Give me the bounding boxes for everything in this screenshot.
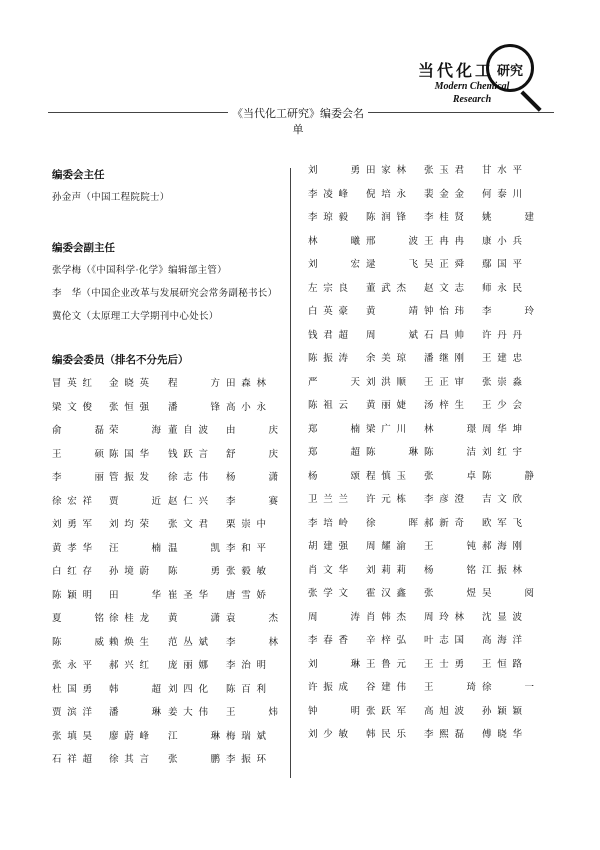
- committee-member-name: 鄢国平: [482, 259, 522, 270]
- committee-member-name: 郝海刚: [482, 541, 522, 552]
- committee-member-name: 林 璟: [424, 423, 476, 435]
- committee-member-name: 李 玲: [482, 306, 534, 317]
- committee-member-name: 张崇淼: [482, 376, 522, 388]
- committee-member-name: 黄 靖: [366, 306, 418, 317]
- committee-member-name: 杨 铭: [424, 564, 476, 576]
- committee-member-name: 王 钝: [424, 541, 476, 552]
- committee-member-name: 张 鹏: [168, 754, 220, 765]
- committee-member-name: 郝兴红: [109, 660, 149, 671]
- committee-member-name: 高旭波: [424, 705, 464, 717]
- committee-member-name: 叶志国: [424, 635, 464, 646]
- committee-member-name: 王 炜: [226, 707, 278, 718]
- committee-member-name: 田 华: [109, 589, 161, 601]
- committee-member-name: 贾 近: [109, 495, 161, 507]
- committee-member-name: 徐志伟: [168, 472, 208, 483]
- committee-member-name: 白英豪: [308, 306, 348, 317]
- committee-member-name: 田家林: [366, 165, 406, 176]
- committee-member-name: 张 卓: [424, 470, 476, 482]
- committee-member-name: 江振林: [482, 564, 522, 576]
- committee-member-name: 陈 洁: [424, 447, 476, 458]
- committee-member-name: 霍汉鑫: [366, 588, 406, 599]
- committee-member-name: 崔圣华: [168, 589, 208, 601]
- committee-member-name: 杨 潇: [226, 472, 278, 483]
- committee-member-name: 梁广川: [366, 423, 406, 435]
- committee-member-name: 王 硕: [52, 448, 104, 460]
- committee-member-name: 吴 阅: [482, 588, 534, 599]
- committee-member-name: 李治明: [226, 660, 266, 671]
- committee-member-name: 欧军飞: [482, 517, 522, 529]
- committee-member-name: 左宗良: [308, 282, 348, 294]
- committee-member-name: 黄 潇: [168, 613, 220, 624]
- committee-member-name: 王冉冉: [424, 235, 464, 247]
- committee-member-name: 杨 颂: [308, 470, 360, 482]
- heading-rule-right: [368, 112, 554, 113]
- committee-member-name: 许丹丹: [482, 329, 522, 341]
- committee-member-name: 辛梓弘: [366, 635, 406, 646]
- committee-member-name: 陈润锋: [366, 212, 406, 223]
- committee-member-name: 钟 明: [308, 705, 360, 717]
- committee-member-name: 徐 晖: [366, 517, 418, 529]
- committee-member-name: 夏 铭: [52, 613, 104, 624]
- committee-member-name: 孙境蔚: [109, 566, 149, 577]
- committee-title: 编委会委员（排名不分先后）: [52, 354, 189, 366]
- committee-member-name: 周华坤: [482, 423, 522, 435]
- director-member: 孙金声（中国工程院院士）: [52, 192, 170, 203]
- committee-member-name: 康小兵: [482, 235, 522, 247]
- committee-member-name: 刘均荣: [109, 519, 149, 530]
- committee-member-name: 陈颖明: [52, 589, 92, 601]
- committee-member-name: 李春香: [308, 635, 348, 646]
- committee-member-name: 孙颖颖: [482, 705, 522, 717]
- committee-member-name: 陈祖云: [308, 400, 348, 411]
- committee-member-name: 邢 波: [366, 235, 418, 247]
- committee-member-name: 栗崇中: [226, 519, 266, 530]
- committee-member-name: 汤梓生: [424, 400, 464, 411]
- committee-member-name: 卫兰兰: [308, 494, 348, 505]
- committee-member-name: 刘 琳: [308, 658, 360, 670]
- committee-member-name: 李 丽: [52, 472, 104, 483]
- committee-member-name: 温 凯: [168, 542, 220, 554]
- logo-circle-text: 研究: [496, 64, 523, 79]
- committee-member-name: 贾滨洋: [52, 707, 92, 718]
- committee-member-name: 李和平: [226, 542, 266, 554]
- committee-member-name: 陈 勇: [168, 566, 220, 577]
- committee-member-name: 由 庆: [226, 425, 278, 436]
- vice-director-title: 编委会副主任: [52, 242, 115, 254]
- committee-member-name: 郝新奇: [424, 517, 464, 529]
- committee-member-name: 舒 庆: [226, 448, 278, 460]
- committee-member-name: 潘 锋: [168, 401, 220, 413]
- committee-member-name: 王少会: [482, 400, 522, 411]
- committee-member-name: 何泰川: [482, 188, 522, 200]
- committee-member-name: 范丛斌: [168, 636, 208, 648]
- committee-member-name: 徐其言: [109, 754, 149, 765]
- committee-member-name: 张玉君: [424, 165, 464, 176]
- committee-member-name: 张文君: [168, 519, 208, 530]
- committee-member-name: 潘 琳: [109, 707, 161, 718]
- committee-member-name: 肖韩杰: [366, 611, 406, 623]
- committee-member-name: 王士勇: [424, 658, 464, 670]
- committee-member-name: 吉文欣: [482, 494, 522, 505]
- committee-member-name: 张 煜: [424, 588, 476, 599]
- committee-member-name: 田森林: [226, 378, 266, 389]
- committee-member-name: 张学文: [308, 588, 348, 599]
- committee-member-name: 程 方: [168, 378, 220, 389]
- committee-member-name: 陈国华: [109, 448, 149, 460]
- committee-member-name: 王鲁元: [366, 658, 406, 670]
- committee-member-name: 王正审: [424, 376, 464, 388]
- committee-member-name: 刘 勇: [308, 165, 360, 176]
- committee-member-name: 黄丽婕: [366, 400, 406, 411]
- committee-member-name: 李 林: [226, 636, 278, 648]
- committee-member-name: 胡建强: [308, 541, 348, 552]
- committee-member-name: 肖文华: [308, 564, 348, 576]
- committee-member-name: 陈 琳: [366, 447, 418, 458]
- committee-member-name: 张填昊: [52, 730, 92, 742]
- committee-member-name: 周玲林: [424, 611, 464, 623]
- committee-member-name: 石昌帅: [424, 329, 464, 341]
- committee-member-name: 李振环: [226, 754, 266, 765]
- committee-member-name: 王恒路: [482, 658, 522, 670]
- committee-member-name: 刘莉莉: [366, 564, 406, 576]
- committee-member-name: 荣 海: [109, 425, 161, 436]
- committee-member-name: 李彦澄: [424, 494, 464, 505]
- committee-member-name: 袁 杰: [226, 613, 278, 624]
- committee-member-name: 廖蔚峰: [109, 730, 149, 742]
- committee-member-name: 逯 飞: [366, 259, 418, 270]
- column-divider: [290, 168, 291, 778]
- committee-member-name: 董武杰: [366, 282, 406, 294]
- committee-member-name: 高海洋: [482, 635, 522, 646]
- committee-member-name: 吴正舜: [424, 259, 464, 270]
- committee-member-name: 倪培永: [366, 188, 406, 200]
- committee-member-name: 李熙磊: [424, 729, 464, 740]
- committee-member-name: 韩民乐: [366, 729, 406, 740]
- committee-member-name: 韩 超: [109, 683, 161, 695]
- committee-member-name: 刘红宇: [482, 447, 522, 458]
- vice-director-member: 冀伦文（太原理工大学期刊中心处长）: [52, 311, 219, 322]
- committee-member-name: 杜国勇: [52, 683, 92, 695]
- committee-member-name: 刘勇军: [52, 519, 92, 530]
- committee-member-name: 余美琼: [366, 353, 406, 364]
- heading-rule-left: [48, 112, 228, 113]
- committee-member-name: 刘四化: [168, 683, 208, 695]
- committee-member-name: 冒英红: [52, 378, 92, 389]
- committee-member-name: 张跃军: [366, 705, 406, 717]
- committee-member-name: 李凌峰: [308, 188, 348, 200]
- committee-member-name: 李桂贤: [424, 212, 464, 223]
- committee-member-name: 严 天: [308, 376, 360, 388]
- committee-member-name: 赵文志: [424, 282, 464, 294]
- committee-member-name: 徐桂龙: [109, 613, 149, 624]
- committee-member-name: 许元栋: [366, 494, 406, 505]
- committee-member-name: 钟怡玮: [424, 306, 464, 317]
- committee-member-name: 白红存: [52, 566, 92, 577]
- page-heading: 《当代化工研究》编委会名单: [232, 107, 364, 136]
- committee-member-name: 钱跃言: [168, 448, 208, 460]
- committee-member-name: 师永民: [482, 282, 522, 294]
- committee-member-name: 庞丽娜: [168, 660, 208, 671]
- vice-director-member: 李 华（中国企业改革与发展研究会常务副秘书长）: [52, 288, 278, 299]
- committee-member-name: 刘 宏: [308, 259, 360, 270]
- committee-member-name: 刘少敏: [308, 729, 348, 740]
- committee-member-name: 李培岭: [308, 517, 348, 529]
- committee-member-name: 唐雪娇: [226, 589, 266, 601]
- committee-member-name: 王 琦: [424, 682, 476, 693]
- committee-member-name: 管振发: [109, 472, 149, 483]
- committee-member-name: 徐宏祥: [52, 495, 92, 507]
- committee-member-name: 陈振涛: [308, 353, 348, 364]
- committee-member-name: 陈 静: [482, 470, 534, 482]
- committee-member-name: 周 涛: [308, 611, 360, 623]
- committee-member-name: 黄孝华: [52, 542, 92, 554]
- director-title: 编委会主任: [52, 169, 105, 181]
- committee-member-name: 郑 超: [308, 447, 360, 458]
- committee-member-name: 甘水平: [482, 165, 522, 176]
- committee-member-name: 董自波: [168, 425, 208, 436]
- committee-member-name: 刘洪顺: [366, 376, 406, 388]
- committee-member-name: 姜大伟: [168, 707, 208, 718]
- committee-member-name: 李琼毅: [308, 212, 348, 223]
- committee-member-name: 林 曦: [308, 235, 360, 247]
- committee-member-name: 傅晓华: [482, 729, 522, 740]
- committee-member-name: 郑 楠: [308, 423, 360, 435]
- committee-member-name: 陈百利: [226, 683, 266, 695]
- logo-title: 当代化工: [418, 61, 495, 80]
- committee-member-name: 张永平: [52, 660, 92, 671]
- committee-member-name: 许振成: [308, 682, 348, 693]
- committee-member-name: 高小永: [226, 401, 266, 413]
- committee-member-name: 徐 一: [482, 682, 534, 693]
- committee-member-name: 汪 楠: [109, 542, 161, 554]
- logo-english: Modern Chemical Research: [434, 81, 510, 105]
- committee-member-name: 梅瑞斌: [226, 730, 266, 742]
- committee-member-name: 赖焕生: [109, 636, 149, 648]
- committee-member-name: 江 琳: [168, 730, 220, 742]
- committee-member-name: 沈显波: [482, 611, 522, 623]
- committee-member-name: 陈 威: [52, 636, 104, 648]
- committee-member-name: 谷建伟: [366, 682, 406, 693]
- committee-member-name: 石祥超: [52, 754, 92, 765]
- committee-member-name: 周 斌: [366, 329, 418, 341]
- committee-member-name: 李 赛: [226, 495, 278, 507]
- committee-member-name: 张恒强: [109, 401, 149, 413]
- committee-member-name: 王建忠: [482, 353, 522, 364]
- vice-director-member: 张学梅（《中国科学·化学》编辑部主管）: [52, 265, 227, 276]
- committee-member-name: 钱君超: [308, 329, 348, 341]
- committee-member-name: 张毅敏: [226, 566, 266, 577]
- committee-member-name: 周耀渝: [366, 541, 406, 552]
- committee-member-name: 赵仁兴: [168, 495, 208, 507]
- committee-member-name: 俞 磊: [52, 425, 104, 436]
- committee-member-name: 梁文俊: [52, 401, 92, 413]
- committee-member-name: 程慎玉: [366, 470, 406, 482]
- committee-member-name: 金晓英: [109, 378, 149, 389]
- committee-member-name: 潘继刚: [424, 353, 464, 364]
- committee-member-name: 姚 建: [482, 212, 534, 223]
- committee-member-name: 裴金金: [424, 188, 464, 200]
